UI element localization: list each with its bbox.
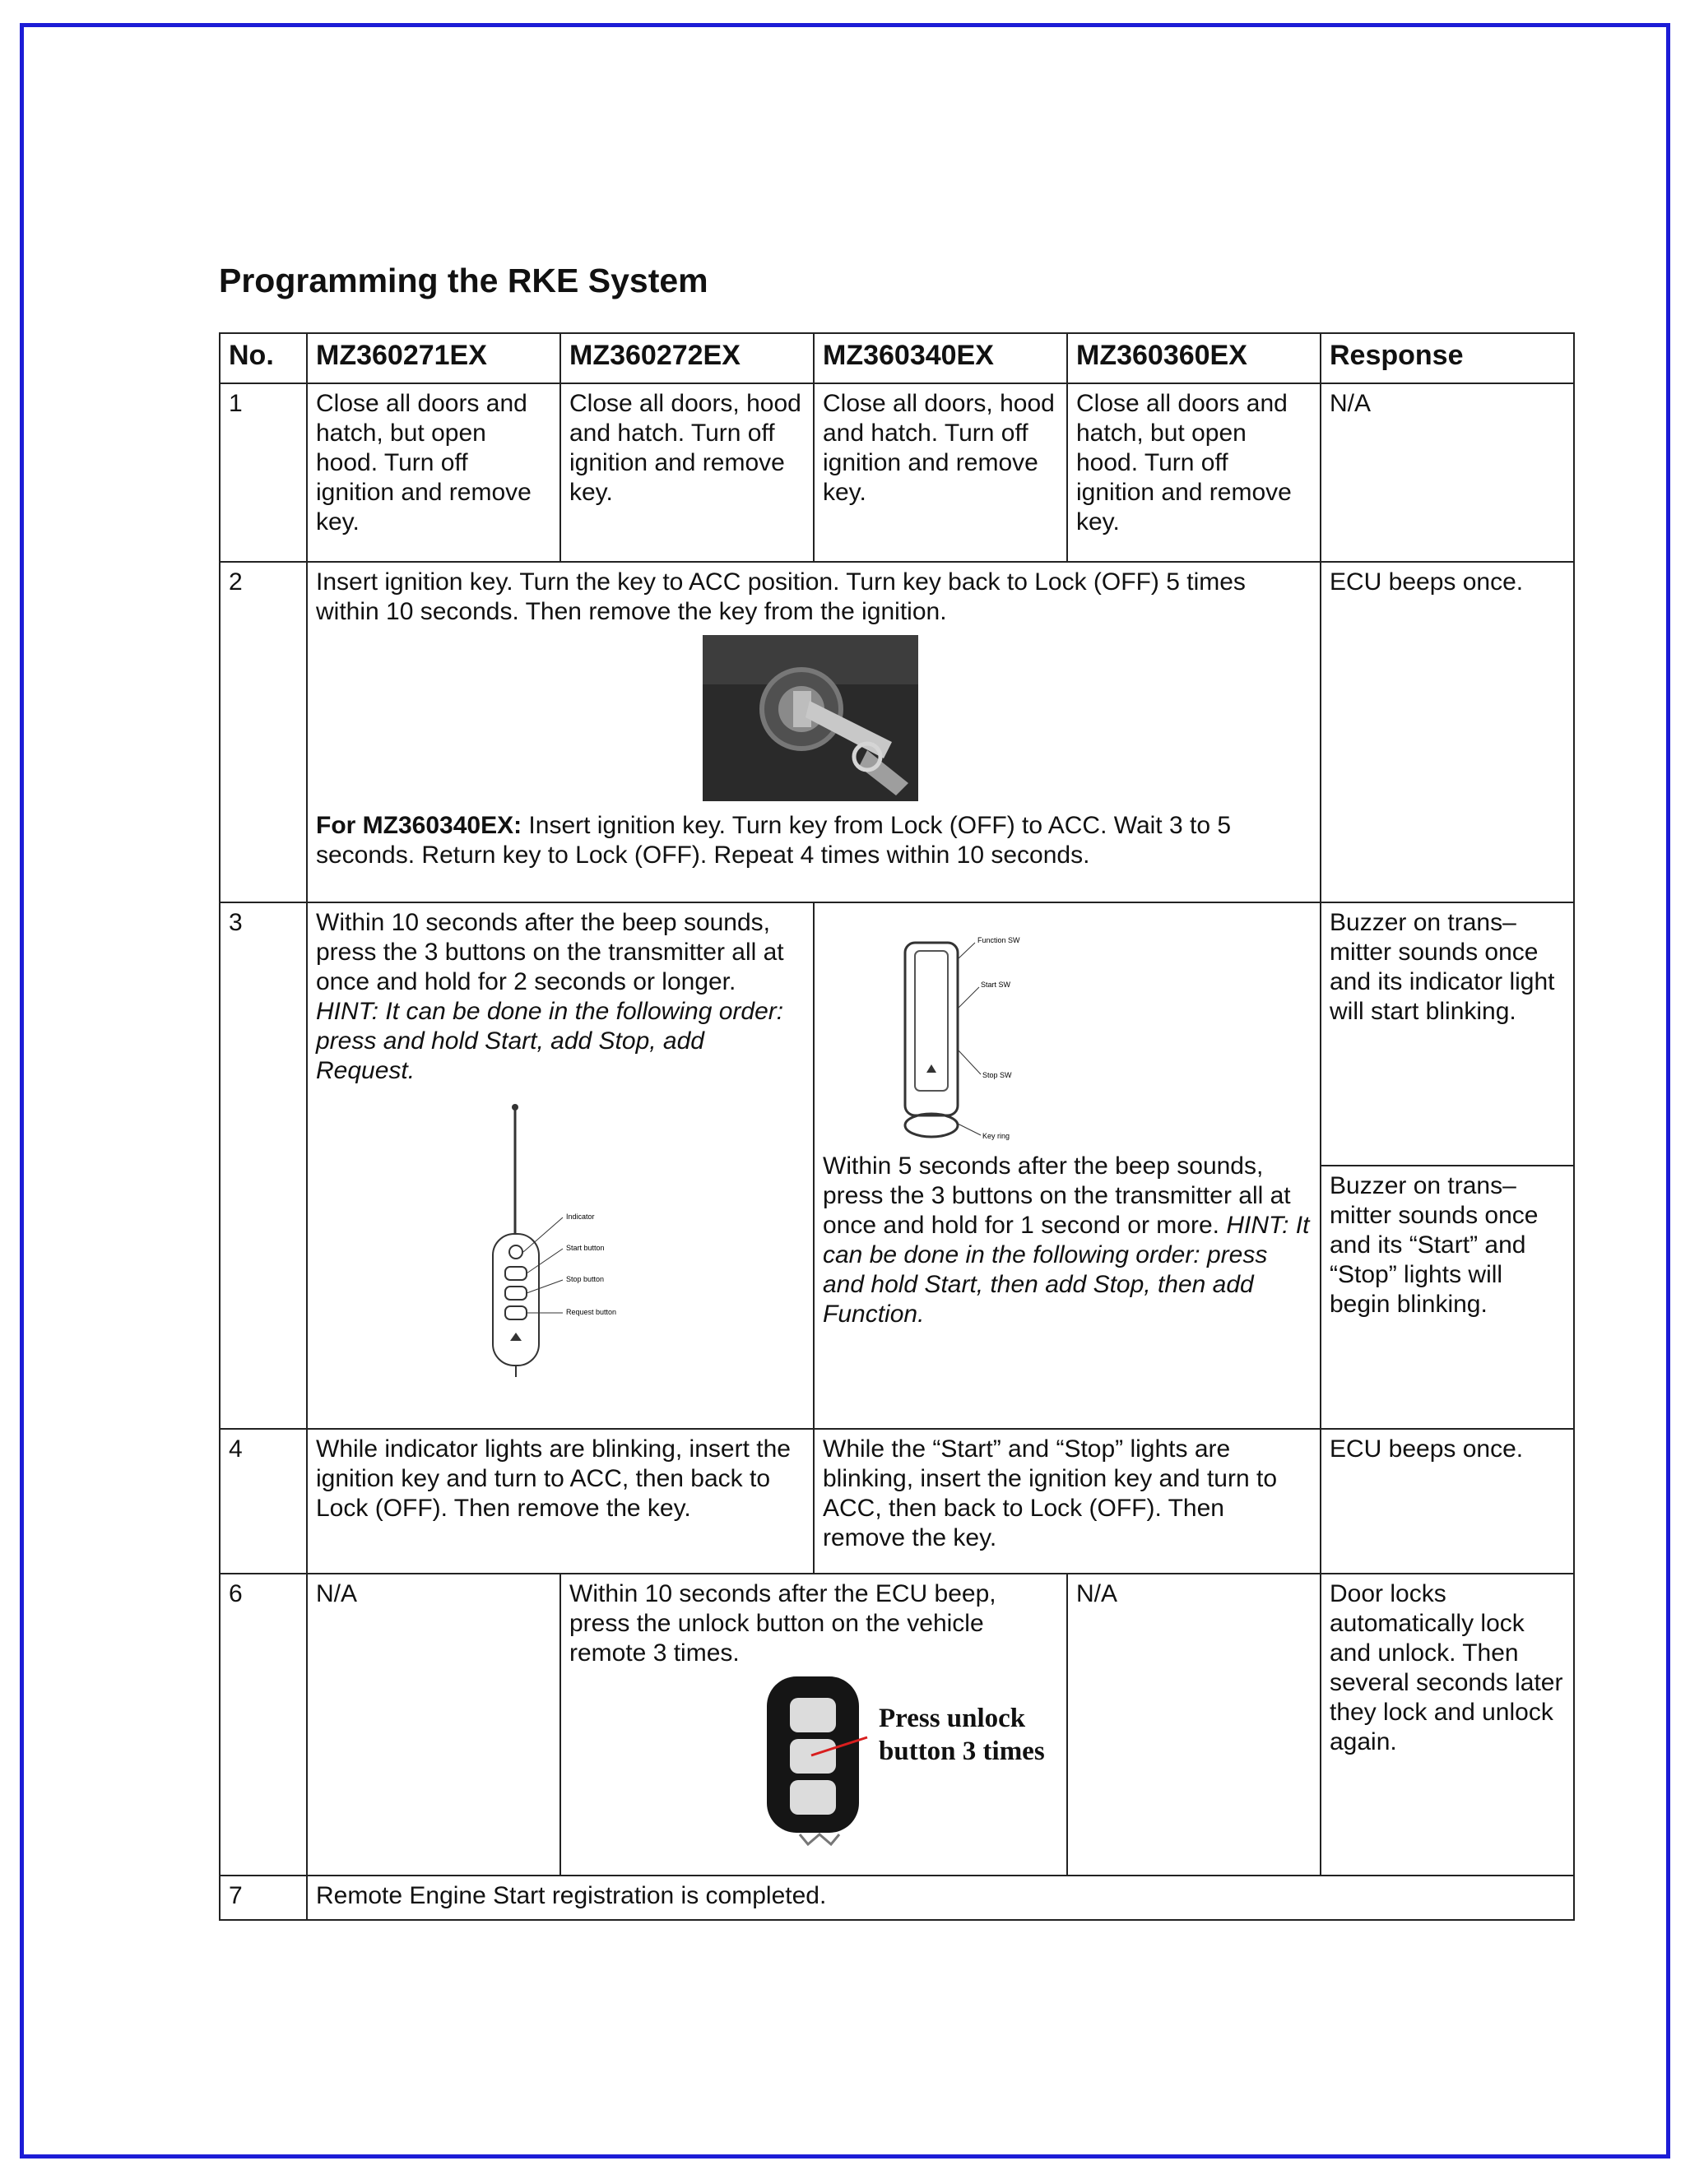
step-number: 2 bbox=[220, 562, 307, 902]
table-row bbox=[220, 383, 1574, 562]
antenna-transmitter-diagram bbox=[481, 1102, 662, 1382]
step-text-main: Within 5 seconds after the beep sounds, press the 3 buttons on the transmitter all at once and hold for 1 second or more. bbox=[823, 1152, 1291, 1240]
step-text bbox=[316, 908, 805, 1086]
step-number: 3 bbox=[220, 902, 307, 1429]
step-text-main: Within 10 seconds after the beep sounds, press the 3 buttons on the transmitter all at once and hold for 2 seconds or longer. bbox=[316, 909, 784, 996]
model-note bbox=[316, 811, 1312, 870]
diagram-label: Function SW bbox=[977, 936, 1020, 945]
step-cell-left bbox=[307, 902, 814, 1429]
key-fob-photo bbox=[762, 1673, 869, 1846]
programming-table bbox=[219, 332, 1575, 1921]
header-no: No. bbox=[220, 333, 307, 383]
table-row bbox=[220, 1574, 1574, 1876]
table-row bbox=[220, 1876, 1574, 1920]
response-cell: ECU beeps once. bbox=[1321, 1429, 1574, 1574]
step-number: 6 bbox=[220, 1574, 307, 1876]
step-number: 7 bbox=[220, 1876, 307, 1920]
header-mz360340ex: MZ360340EX bbox=[814, 333, 1067, 383]
step-number: 4 bbox=[220, 1429, 307, 1574]
diagram-label: Key ring bbox=[982, 1132, 1010, 1141]
header-row bbox=[220, 333, 1574, 383]
step-cell: Close all doors and hatch, but open hood. Turn off ignition and remove key. bbox=[307, 383, 560, 562]
step-cell: Close all doors, hood and hatch. Turn off ignition and remove key. bbox=[560, 383, 814, 562]
step-text bbox=[823, 1152, 1312, 1329]
fob-caption-line: Press unlock bbox=[879, 1704, 1026, 1734]
fob-caption-line: button 3 times bbox=[879, 1737, 1045, 1767]
response-cell: Buzzer on trans–mitter sounds once and its “Start” and “Stop” lights will begin blinking. bbox=[1321, 1166, 1574, 1429]
step-cell: N/A bbox=[307, 1574, 560, 1876]
diagram-label: Start button bbox=[566, 1244, 605, 1253]
step-cell-merged bbox=[560, 1574, 1067, 1876]
table-row bbox=[220, 1429, 1574, 1574]
response-cell: Buzzer on trans–mitter sounds once and its indicator light will start blinking. bbox=[1321, 902, 1574, 1166]
page-title: Programming the RKE System bbox=[219, 262, 708, 299]
diagram-label: Start SW bbox=[981, 981, 1011, 990]
response-cell: N/A bbox=[1321, 383, 1574, 562]
step-cell-left: While indicator lights are blinking, insert the ignition key and turn to ACC, then back to Lock (OFF). Then remove the key. bbox=[307, 1429, 814, 1574]
table-row bbox=[220, 562, 1574, 902]
step-cell-merged: Remote Engine Start registration is completed. bbox=[307, 1876, 1574, 1920]
header-mz360271ex: MZ360271EX bbox=[307, 333, 560, 383]
step-cell-merged bbox=[307, 562, 1321, 902]
step-number: 1 bbox=[220, 383, 307, 562]
step-cell: Close all doors and hatch, but open hood. Turn off ignition and remove key. bbox=[1067, 383, 1321, 562]
response-cell: ECU beeps once. bbox=[1321, 562, 1574, 902]
step-text: Within 10 seconds after the ECU beep, press the unlock button on the vehicle remote 3 times. bbox=[569, 1580, 996, 1667]
header-response: Response bbox=[1321, 333, 1574, 383]
note-text: Insert ignition key. Turn key from Lock (OFF) to ACC. Wait 3 to 5 seconds. Return key to Lock (OFF). Repeat 4 times within 10 seconds. bbox=[316, 811, 1232, 869]
header-mz360360ex: MZ360360EX bbox=[1067, 333, 1321, 383]
function-transmitter-diagram bbox=[889, 918, 1070, 1140]
header-mz360272ex: MZ360272EX bbox=[560, 333, 814, 383]
step-cell: N/A bbox=[1067, 1574, 1321, 1876]
fob-caption bbox=[879, 1702, 1045, 1768]
table-row bbox=[220, 902, 1574, 1166]
step-cell-right bbox=[814, 902, 1321, 1429]
step-cell-right: While the “Start” and “Stop” lights are blinking, insert the ignition key and turn to ACC, then back to Lock (OFF). Then remove the key. bbox=[814, 1429, 1321, 1574]
step-hint: HINT: It can be done in the following order: press and hold Start, add Stop, add Request. bbox=[316, 998, 784, 1085]
diagram-label: Indicator bbox=[566, 1213, 595, 1222]
diagram-label: Stop SW bbox=[982, 1071, 1012, 1080]
diagram-label: Request button bbox=[566, 1308, 617, 1317]
step-text: Insert ignition key. Turn the key to ACC position. Turn key back to Lock (OFF) 5 times within 10 seconds. Then remove the key from the ignition. bbox=[316, 568, 1246, 625]
step-cell: Close all doors, hood and hatch. Turn off ignition and remove key. bbox=[814, 383, 1067, 562]
response-cell: Door locks automatically lock and unlock. Then several seconds later they lock and unlock again. bbox=[1321, 1574, 1574, 1876]
ignition-key-photo bbox=[703, 635, 918, 801]
step-hint: HINT: It can be done in the following order: press and hold Start, then add Stop, then add Function. bbox=[823, 1212, 1310, 1328]
note-label: For MZ360340EX: bbox=[316, 811, 522, 839]
key-fob-figure bbox=[762, 1673, 1058, 1846]
diagram-label: Stop button bbox=[566, 1275, 605, 1284]
